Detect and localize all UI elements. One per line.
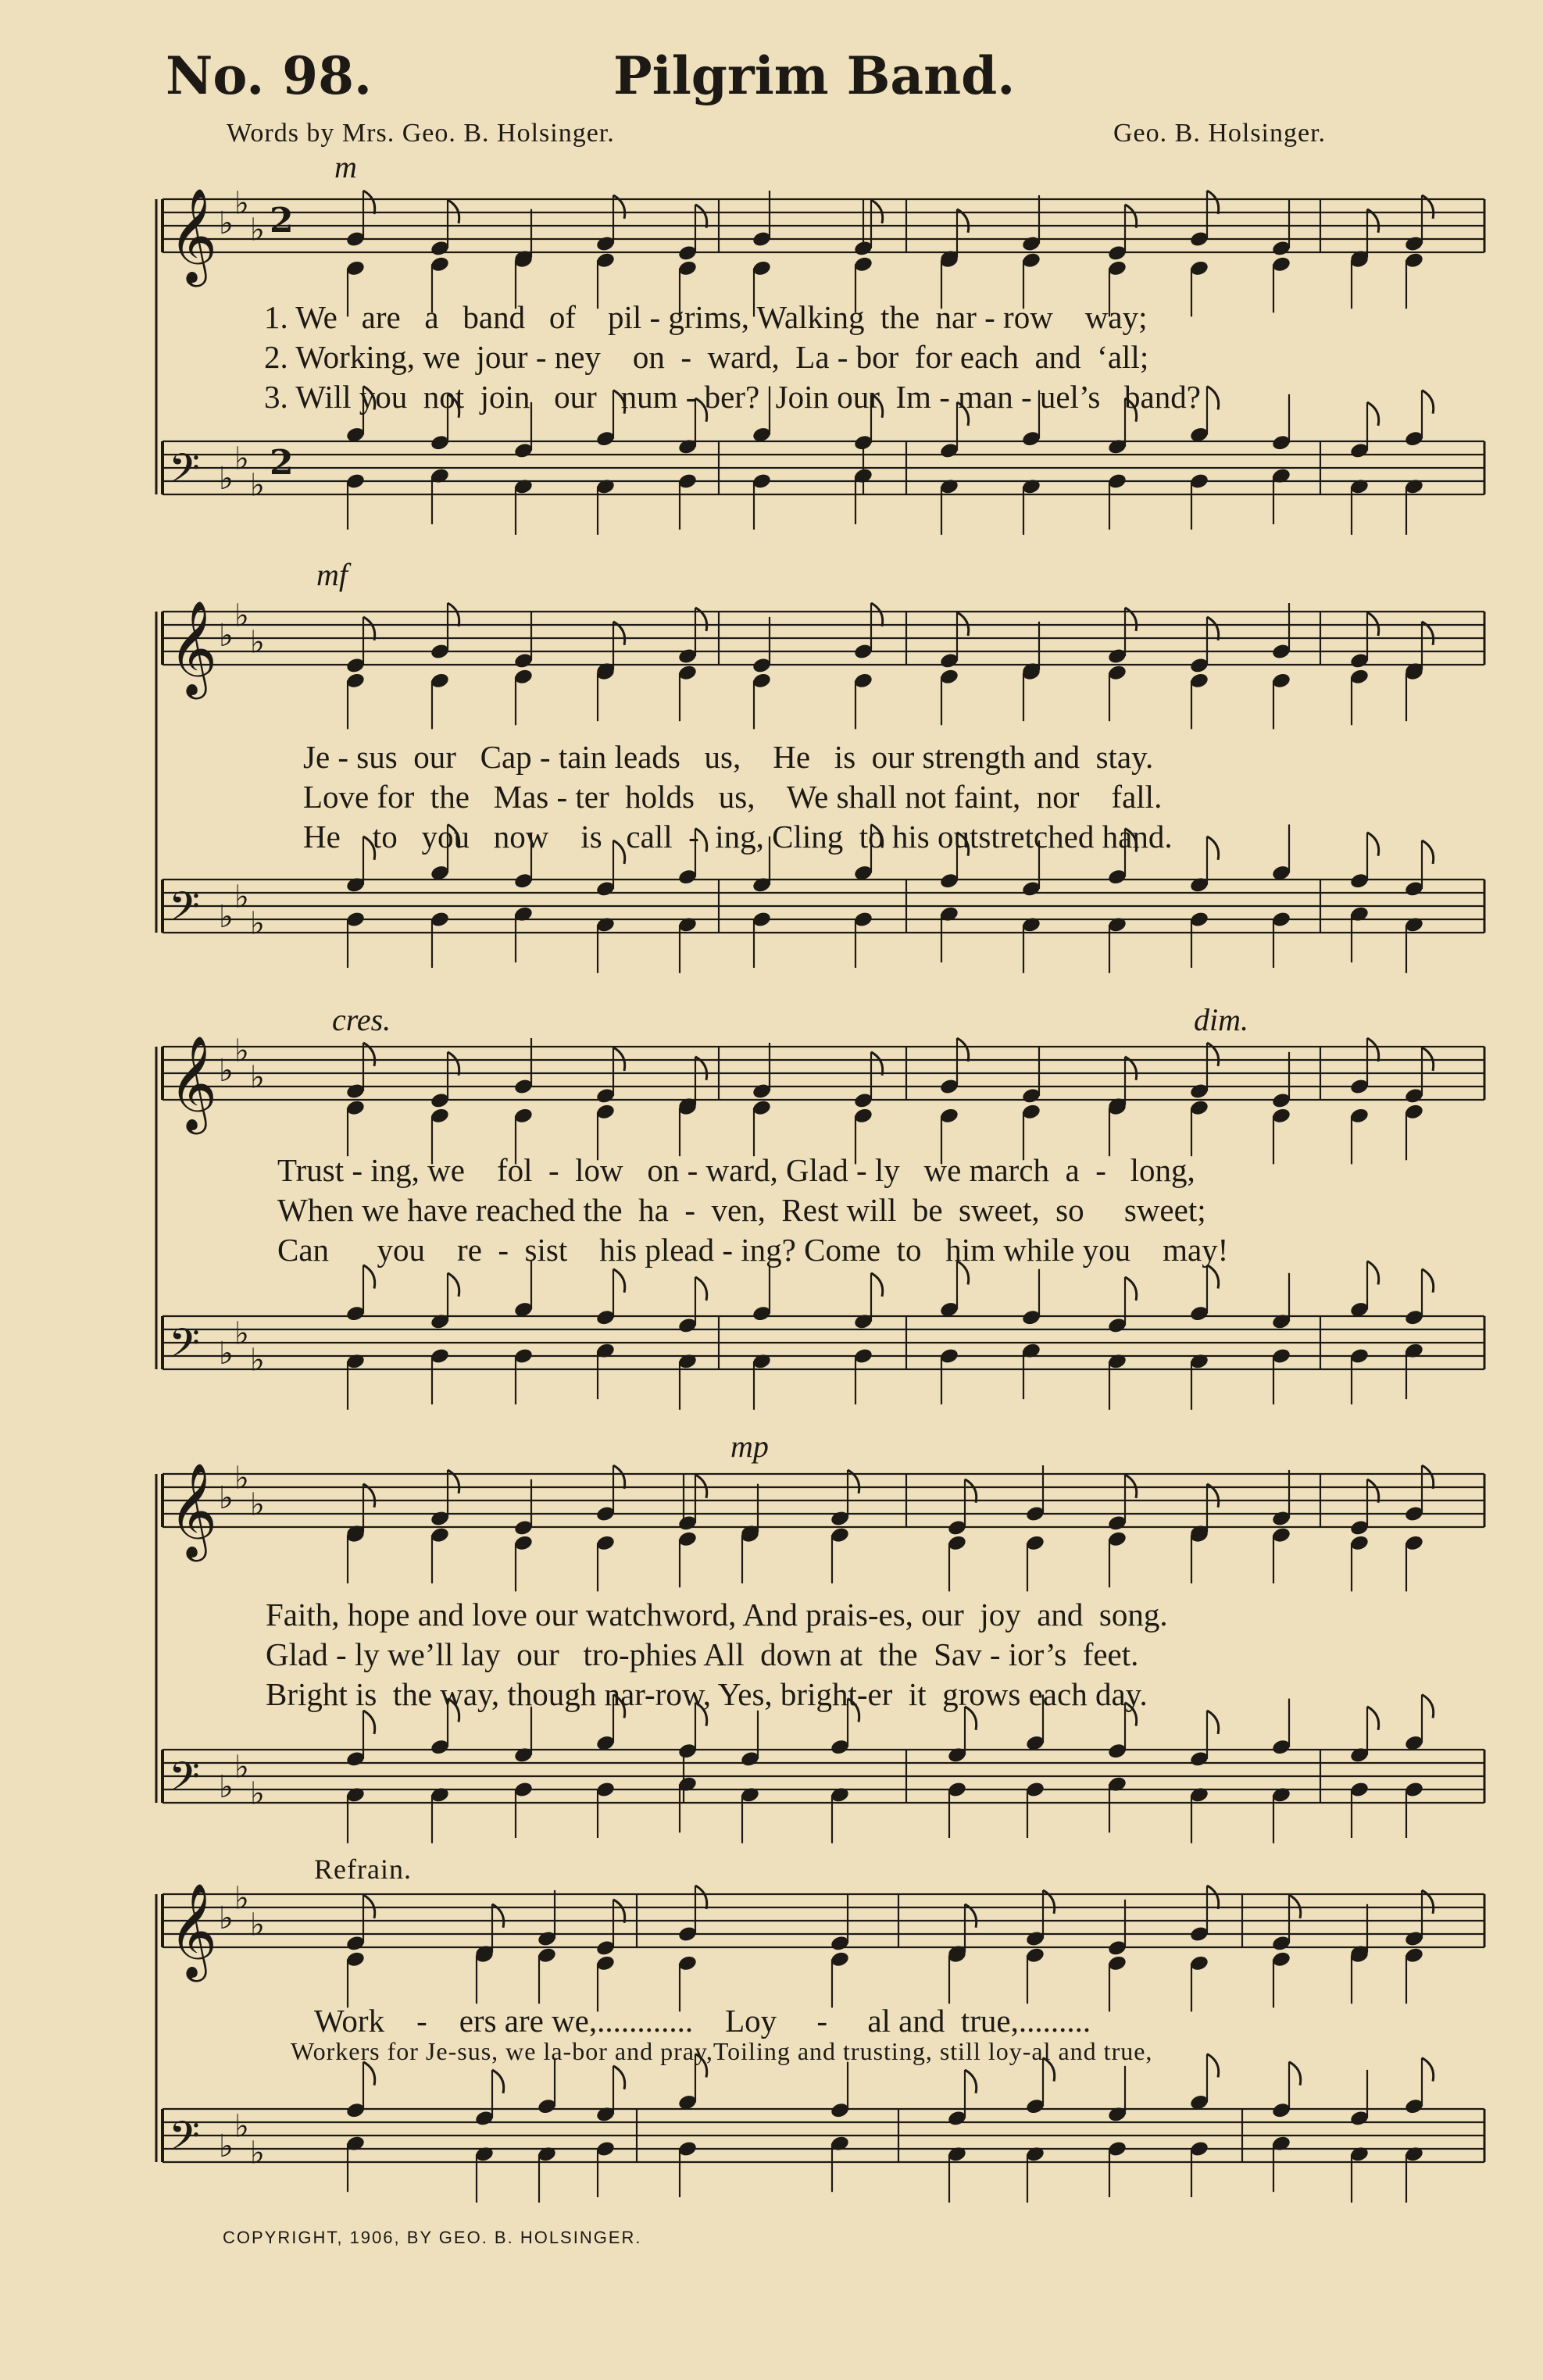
note-flag (1367, 1261, 1379, 1285)
note-flag (448, 1273, 459, 1297)
lyric-line: Bright is the way, though nar-row, Yes, bright-er it grows each day. (266, 1676, 1148, 1712)
note-flag (957, 1038, 969, 1062)
note-flag (1207, 1711, 1219, 1734)
bass-clef-icon: 𝄢 (169, 883, 200, 940)
note-flag (1125, 1277, 1137, 1301)
flat-icon: ♭ (250, 905, 265, 942)
treble-clef-icon: 𝄞 (169, 1882, 218, 1978)
flat-icon: ♭ (250, 1907, 265, 1943)
flat-icon: ♭ (234, 1033, 249, 1069)
flat-icon: ♭ (219, 618, 234, 654)
flat-icon: ♭ (219, 1769, 234, 1805)
dynamic-mp: mp (730, 1429, 769, 1464)
note-flag (1367, 402, 1379, 426)
note-flag (965, 2070, 977, 2093)
note-flag (695, 1886, 707, 1909)
flat-icon: ♭ (219, 1480, 234, 1516)
lyric-line: He to you now is call - ing, Cling to his outstretched hand. (303, 819, 1173, 855)
flat-icon: ♭ (219, 205, 234, 241)
flat-icon: ♭ (250, 467, 265, 504)
flat-icon: ♭ (234, 1315, 249, 1352)
refrain-label: Refrain. (314, 1854, 412, 1885)
note-flag (1207, 2054, 1219, 2078)
note-flag (1207, 1265, 1219, 1289)
note-flag (1125, 205, 1137, 228)
time-signature: 2 (270, 443, 294, 483)
lyric-line: Love for the Mas - ter holds us, We shall not faint, nor fall. (303, 779, 1163, 815)
note-flag (1422, 840, 1434, 864)
words-credit: Words by Mrs. Geo. B. Holsinger. (227, 119, 615, 148)
flat-icon: ♭ (234, 879, 249, 915)
treble-clef-icon: 𝄞 (169, 1035, 218, 1130)
copyright-notice: COPYRIGHT, 1906, BY GEO. B. HOLSINGER. (223, 2228, 642, 2247)
lyric-line: 3. Will you not join our num - ber? Join our Im - man - uel’s band? (264, 379, 1201, 415)
flat-icon: ♭ (250, 1059, 265, 1096)
note-flag (363, 617, 375, 640)
time-signature: 2 (270, 201, 294, 241)
music-credit: Geo. B. Holsinger. (1113, 119, 1327, 148)
note-flag (613, 2066, 625, 2089)
flat-icon: ♭ (250, 1486, 265, 1523)
note-flag (613, 1900, 625, 1923)
flat-icon: ♭ (250, 1775, 265, 1812)
flat-icon: ♭ (219, 1900, 234, 1936)
flat-icon: ♭ (219, 899, 234, 935)
note-flag (695, 1277, 707, 1301)
lyric-line: 1. We are a band of pil - grims, Walking the nar - row way; (264, 299, 1148, 335)
note-flag (965, 1479, 977, 1503)
lyric-line: Work - ers are we,............ Loy - al and true,......... (314, 2003, 1091, 2039)
note-flag (1289, 2062, 1301, 2086)
flat-icon: ♭ (250, 1342, 265, 1379)
note-flag (448, 603, 459, 626)
hymn-title: Pilgrim Band. (613, 45, 1016, 106)
treble-clef-icon: 𝄞 (169, 600, 218, 695)
bass-clef-icon: 𝄢 (169, 1319, 200, 1376)
flat-icon: ♭ (234, 185, 249, 222)
flat-icon: ♭ (250, 2135, 265, 2171)
flat-icon: ♭ (250, 624, 265, 661)
flat-icon: ♭ (234, 598, 249, 634)
lyric-line: 2. Working, we jour - ney on - ward, La - bor for each and ‘all; (264, 339, 1149, 375)
dynamic-cres: cres. (332, 1002, 391, 1037)
flat-icon: ♭ (219, 2128, 234, 2164)
bass-clef-icon: 𝄢 (169, 1753, 200, 1810)
note-flag (492, 2070, 504, 2093)
note-flag (1207, 617, 1219, 640)
note-flag (871, 603, 883, 626)
note-flag (1367, 1707, 1379, 1730)
hymn-number: No. 98. (166, 45, 372, 106)
note-flag (695, 205, 707, 228)
note-flag (1422, 1465, 1434, 1489)
dynamic-dim: dim. (1194, 1002, 1248, 1037)
note-flag (363, 191, 375, 214)
lyric-line: Faith, hope and love our watchword, And prais-es, our joy and song. (266, 1597, 1168, 1632)
note-flag (871, 1273, 883, 1297)
note-flag (1207, 837, 1219, 860)
flat-icon: ♭ (219, 1336, 234, 1372)
lyric-line: Je - sus our Cap - tain leads us, He is our strength and stay. (303, 739, 1154, 775)
note-flag (1422, 2058, 1434, 2082)
flat-icon: ♭ (234, 2108, 249, 2145)
bass-clef-icon: 𝄢 (169, 444, 200, 501)
flat-icon: ♭ (219, 1053, 234, 1089)
note-flag (1207, 1886, 1219, 1909)
note-flag (363, 1711, 375, 1734)
dynamic-m: m (334, 149, 357, 184)
lyric-line: Glad - ly we’ll lay our tro-phies All down at the Sav - ior’s feet. (266, 1636, 1139, 1672)
flat-icon: ♭ (234, 441, 249, 477)
flat-icon: ♭ (250, 212, 265, 248)
note-flag (363, 1265, 375, 1289)
note-flag (1367, 1479, 1379, 1503)
note-flag (1207, 387, 1219, 410)
lyric-line: When we have reached the ha - ven, Rest will be sweet, so sweet; (277, 1192, 1206, 1228)
note-flag (1367, 1038, 1379, 1062)
lyric-line: Can you re - sist his plead - ing? Come to him while you may! (277, 1232, 1229, 1268)
note-flag (1422, 391, 1434, 414)
note-flag (1367, 833, 1379, 856)
note-flag (1422, 1269, 1434, 1293)
lyric-line: Trust - ing, we fol - low on - ward, Glad - ly we march a - long, (277, 1152, 1195, 1188)
flat-icon: ♭ (234, 1880, 249, 1917)
note-flag (1207, 191, 1219, 214)
note-flag (1422, 1695, 1434, 1718)
note-flag (448, 1052, 459, 1076)
note-flag (871, 1052, 883, 1076)
flat-icon: ♭ (234, 1749, 249, 1786)
flat-icon: ♭ (234, 1460, 249, 1497)
note-flag (613, 1269, 625, 1293)
treble-clef-icon: 𝄞 (169, 187, 218, 283)
dynamic-mf: mf (316, 557, 348, 592)
note-flag (613, 1465, 625, 1489)
bass-clef-icon: 𝄢 (169, 2112, 200, 2169)
flat-icon: ♭ (219, 461, 234, 497)
treble-clef-icon: 𝄞 (169, 1462, 218, 1558)
lyric-line-alto: Workers for Je-sus, we la-bor and pray,Toiling and trusting, still loy-al and true, (291, 2037, 1153, 2065)
